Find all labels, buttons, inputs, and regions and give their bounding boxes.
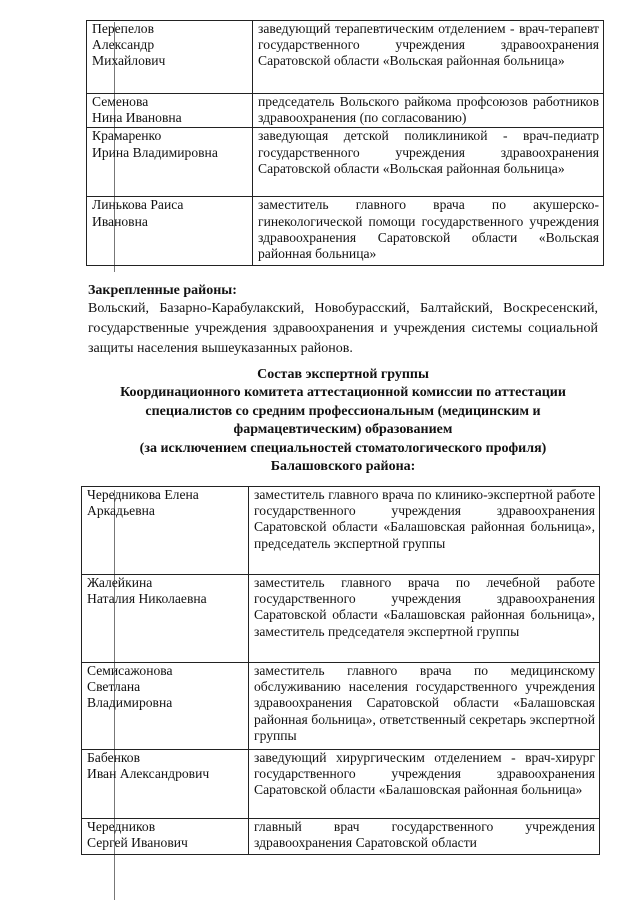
member-name: Перепелов Александр Михайлович [87,21,253,94]
member-position: заведующий хирургическим отделением - врач-хирург государственного учреждения здравоохранения Саратовской области «Балашовская районная больница» [249,750,600,819]
members-table-volsk [86,20,604,266]
table-row [82,819,600,855]
title-line: специалистов со средним профессиональным (медицинским и [145,403,541,419]
title-line: Балашовского района: [270,459,416,475]
member-name: Крамаренко Ирина Владимировна [87,128,253,197]
table-row [87,128,604,197]
title-line: Координационного комитета аттестационной комиссии по аттестации [120,385,566,401]
member-name: Жалейкина Наталия Николаевна [82,575,249,663]
member-position: заместитель главного врача по медицинскому обслуживанию населения государственного учреждения здравоохранения Саратовской области «Балашовская районная больница», ответственный секретарь экспертной группы [249,663,600,750]
member-name: Бабенков Иван Александрович [82,750,249,819]
table-row [82,575,600,663]
member-position: заместитель главного врача по акушерско-гинекологической помощи государственного учреждения здравоохранения Саратовской области «Вольская районная больница» [253,197,604,266]
title-line: (за исключением специальностей стоматологического профиля) [139,440,547,456]
title-line: фармацевтическим) образованием [233,422,453,438]
table-row [87,94,604,128]
member-position: заместитель главного врача по клинико-экспертной работе государственного учреждения здравоохранения Саратовской области «Балашовская районная больница», председатель экспертной группы [249,487,600,575]
title-line: Состав экспертной группы [257,367,429,382]
districts-text: Вольский, Базарно-Карабулакский, Новобурасский, Балтайский, Воскресенский, государственные учреждения здравоохранения и учреждения системы социальной защиты населения вышеуказанных районов. [88,301,598,356]
member-name: Семисажонова Светлана Владимировна [82,663,249,750]
page-title [90,366,596,476]
member-position: председатель Вольского райкома профсоюзов работников здравоохранения (по согласованию) [253,94,604,128]
members-table-balashov [81,486,600,855]
table-row [87,197,604,266]
table-row [82,750,600,819]
table-row [82,663,600,750]
member-position: заместитель главного врача по лечебной работе государственного учреждения здравоохранения Саратовской области «Балашовская районная больница», заместитель председателя экспертной группы [249,575,600,663]
member-position: главный врач государственного учреждения здравоохранения Саратовской области [249,819,600,855]
table-row [87,21,604,94]
member-name: Чередникова Елена Аркадьевна [82,487,249,575]
member-name: Семенова Нина Ивановна [87,94,253,128]
table-row [82,487,600,575]
member-position: заведующая детской поликлиникой - врач-педиатр государственного учреждения здравоохранения Саратовской области «Вольская районная больница» [253,128,604,197]
member-name: Линькова Раиса Ивановна [87,197,253,266]
member-position: заведующий терапевтическим отделением - врач-терапевт государственного учреждения здравоохранения Саратовской области «Вольская районная больница» [253,21,604,94]
districts-heading: Закрепленные районы: [88,283,237,298]
member-name: Чередников Сергей Иванович [82,819,249,855]
